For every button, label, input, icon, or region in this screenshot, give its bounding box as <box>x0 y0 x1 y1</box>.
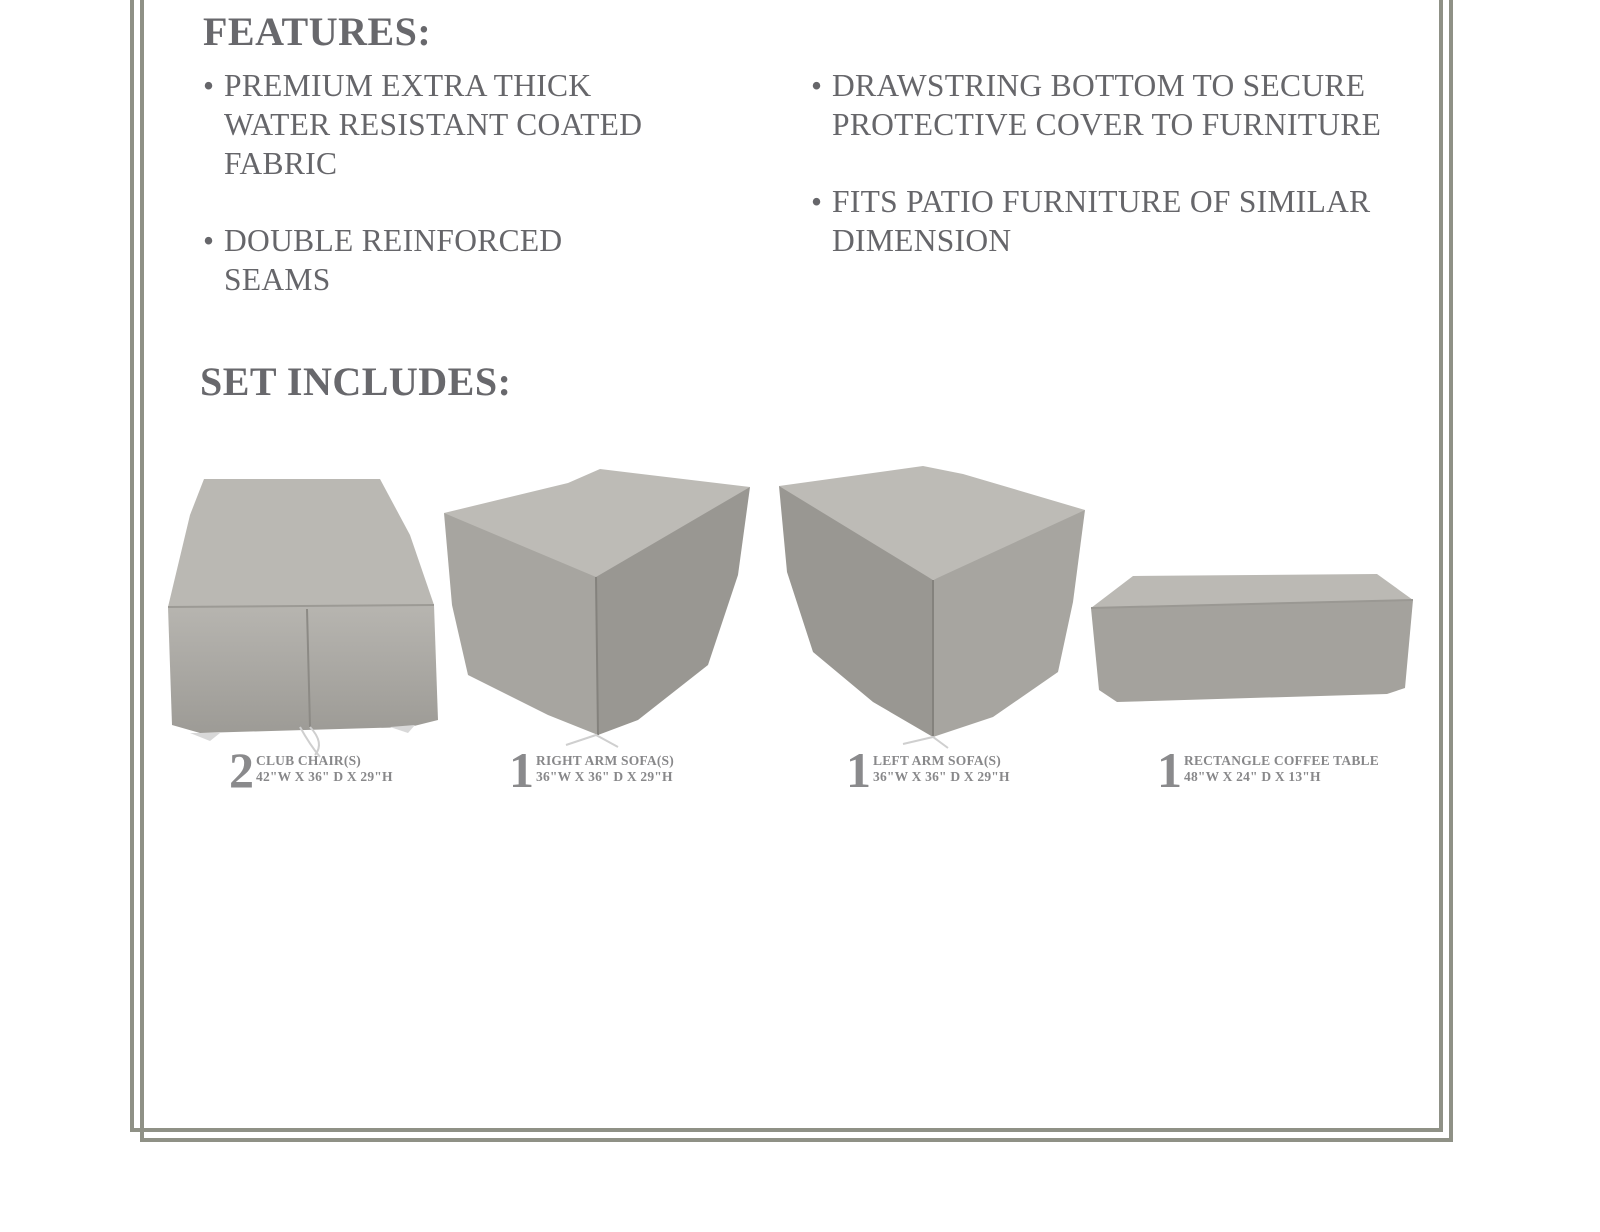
frame-outer-left <box>130 0 134 1131</box>
features-list-right <box>811 66 1401 298</box>
item-dimensions: 36"W X 36" D X 29"H <box>873 769 1010 784</box>
item-description <box>1184 750 1379 785</box>
set-item-right-arm-sofa <box>509 742 674 798</box>
features-heading: FEATURES: <box>203 9 432 54</box>
set-item-left-arm-sofa <box>846 742 1010 798</box>
right-arm-sofa-cover-image <box>438 465 756 750</box>
feature-item <box>811 182 1401 260</box>
frame-inner-left <box>140 0 144 1142</box>
feature-text: DRAWSTRING BOTTOM TO SECURE PROTECTIVE COVER TO FURNITURE <box>832 68 1382 142</box>
item-name: CLUB CHAIR(S) <box>256 753 361 768</box>
bullet: • <box>203 223 215 258</box>
feature-text: FITS PATIO FURNITURE OF SIMILAR DIMENSION <box>832 184 1371 258</box>
frame-inner-right <box>1439 0 1443 1131</box>
frame-inner-bottom <box>140 1138 1453 1142</box>
item-dimensions: 36"W X 36" D X 29"H <box>536 769 673 784</box>
item-description <box>873 750 1010 785</box>
item-name: LEFT ARM SOFA(S) <box>873 753 1001 768</box>
item-quantity: 1 <box>846 742 871 798</box>
feature-text: DOUBLE REINFORCED SEAMS <box>224 223 563 297</box>
feature-item <box>203 66 673 183</box>
features-list-left <box>203 66 673 337</box>
bullet: • <box>811 184 823 219</box>
item-description <box>536 750 674 785</box>
item-name: RECTANGLE COFFEE TABLE <box>1184 753 1379 768</box>
item-name: RIGHT ARM SOFA(S) <box>536 753 674 768</box>
item-quantity: 1 <box>509 742 534 798</box>
coffee-table-cover-image <box>1087 570 1415 710</box>
feature-item <box>203 221 673 299</box>
item-quantity: 1 <box>1157 742 1182 798</box>
feature-text: PREMIUM EXTRA THICK WATER RESISTANT COATED FABRIC <box>224 68 643 181</box>
item-dimensions: 42"W X 36" D X 29"H <box>256 769 393 784</box>
item-quantity: 2 <box>229 742 254 798</box>
set-item-club-chair <box>229 742 393 798</box>
set-includes-heading: SET INCLUDES: <box>200 359 512 404</box>
frame-outer-bottom <box>130 1128 1443 1132</box>
club-chair-cover-image <box>160 475 445 760</box>
bullet: • <box>203 68 215 103</box>
set-item-coffee-table <box>1157 742 1379 798</box>
left-arm-sofa-cover-image <box>773 462 1091 750</box>
item-description <box>256 750 393 785</box>
frame-outer-right <box>1449 0 1453 1142</box>
feature-item <box>811 66 1401 144</box>
bullet: • <box>811 68 823 103</box>
item-dimensions: 48"W X 24" D X 13"H <box>1184 769 1321 784</box>
